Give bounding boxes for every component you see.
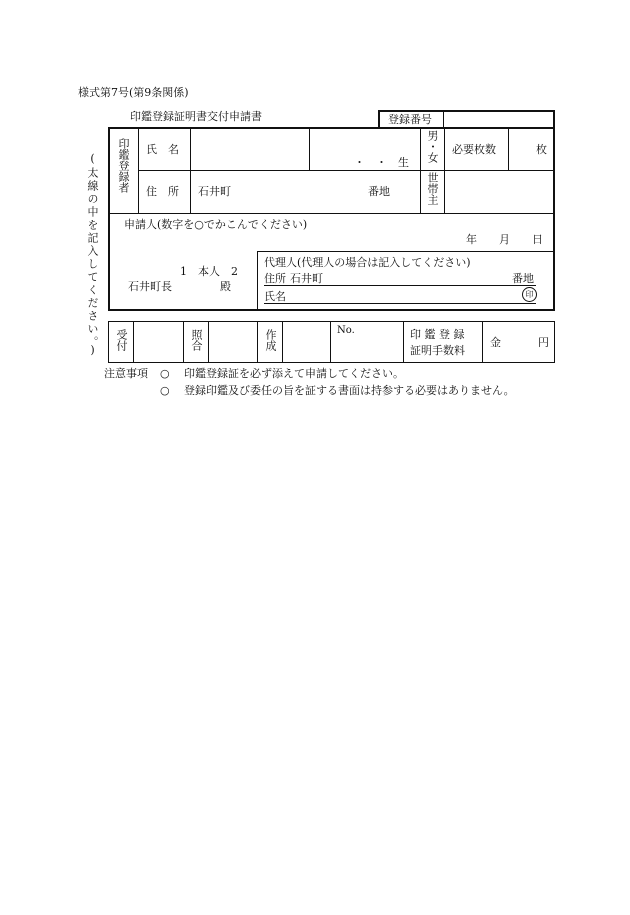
household-label: 世帯主: [426, 172, 439, 205]
office-div-4: [257, 321, 258, 363]
notes-label: 注意事項: [104, 367, 148, 380]
seal-icon: 印: [522, 287, 537, 302]
kin-label: 金: [490, 336, 501, 349]
reg-divider: [443, 110, 444, 128]
agent-town: 石井町: [290, 272, 323, 285]
agent-address-field[interactable]: [300, 272, 500, 285]
fee-label-line1: 印 鑑 登 録: [410, 328, 465, 341]
office-div-6: [330, 321, 331, 363]
agent-name-field[interactable]: [292, 288, 508, 302]
fee-label-line2: 証明手数料: [410, 344, 465, 357]
applicant-label: 申請人(数字を○でかこんでください): [124, 218, 308, 231]
uketsuke-label: 受付: [115, 329, 128, 351]
agent-name-label: 氏名: [264, 290, 286, 303]
agent-banchi: 番地: [512, 272, 534, 285]
office-div-8: [482, 321, 483, 363]
agent-title: 代理人(代理人の場合は記入してください): [264, 256, 471, 269]
address-town: 石井町: [198, 185, 231, 198]
agent-address-underline: [264, 285, 536, 286]
sakusei-label: 作成: [264, 329, 277, 351]
number-label: No.: [337, 325, 355, 336]
office-div-7: [403, 321, 404, 363]
office-use-box: [108, 321, 555, 363]
mayor-label: 石井町長: [128, 280, 172, 293]
agent-address-label: 住所: [264, 272, 286, 285]
side-note: (太線の中を記入してください。): [86, 152, 99, 359]
agent-box-left: [257, 251, 258, 310]
shogo-label: 照合: [190, 329, 203, 351]
office-div-1: [133, 321, 134, 363]
household-field[interactable]: [448, 172, 552, 210]
registration-number-label: 登録番号: [388, 113, 432, 126]
yen-label: 円: [538, 336, 549, 349]
address-banchi: 番地: [368, 185, 390, 198]
applicant-choice[interactable]: 1 本人 2: [180, 265, 238, 278]
note-bullet-2: ○: [160, 384, 170, 397]
name-label: 氏 名: [146, 143, 179, 156]
note-item-1: 印鑑登録証を必ず添えて申請してください。: [184, 367, 404, 380]
top-section-bottom: [109, 213, 555, 214]
name-field[interactable]: [194, 130, 306, 168]
registrant-label: 印鑑登録者: [117, 138, 130, 193]
note-item-2: 登録印鑑及び委任の旨を証する書面は持参する必要はありません。: [184, 384, 515, 397]
office-div-3: [208, 321, 209, 363]
birth-date-marks[interactable]: ・ ・ 生: [354, 156, 409, 169]
required-count-label: 必要枚数: [452, 143, 496, 156]
note-bullet-1: ○: [160, 367, 170, 380]
address-label: 住 所: [146, 185, 179, 198]
count-divider: [508, 128, 509, 170]
agent-name-underline: [264, 303, 536, 304]
sex-selector[interactable]: 男・女: [426, 130, 439, 163]
count-unit: 枚: [536, 143, 547, 156]
form-number: 様式第7号(第9条関係): [78, 86, 189, 99]
date-field[interactable]: 年 月 日: [466, 233, 543, 246]
office-div-5: [282, 321, 283, 363]
office-div-2: [183, 321, 184, 363]
agent-box-top: [257, 251, 554, 252]
name-row-bottom: [138, 170, 554, 171]
form-title: 印鑑登録証明書交付申請書: [130, 110, 262, 123]
name-inner-divider: [309, 128, 310, 170]
honorific: 殿: [220, 280, 231, 293]
